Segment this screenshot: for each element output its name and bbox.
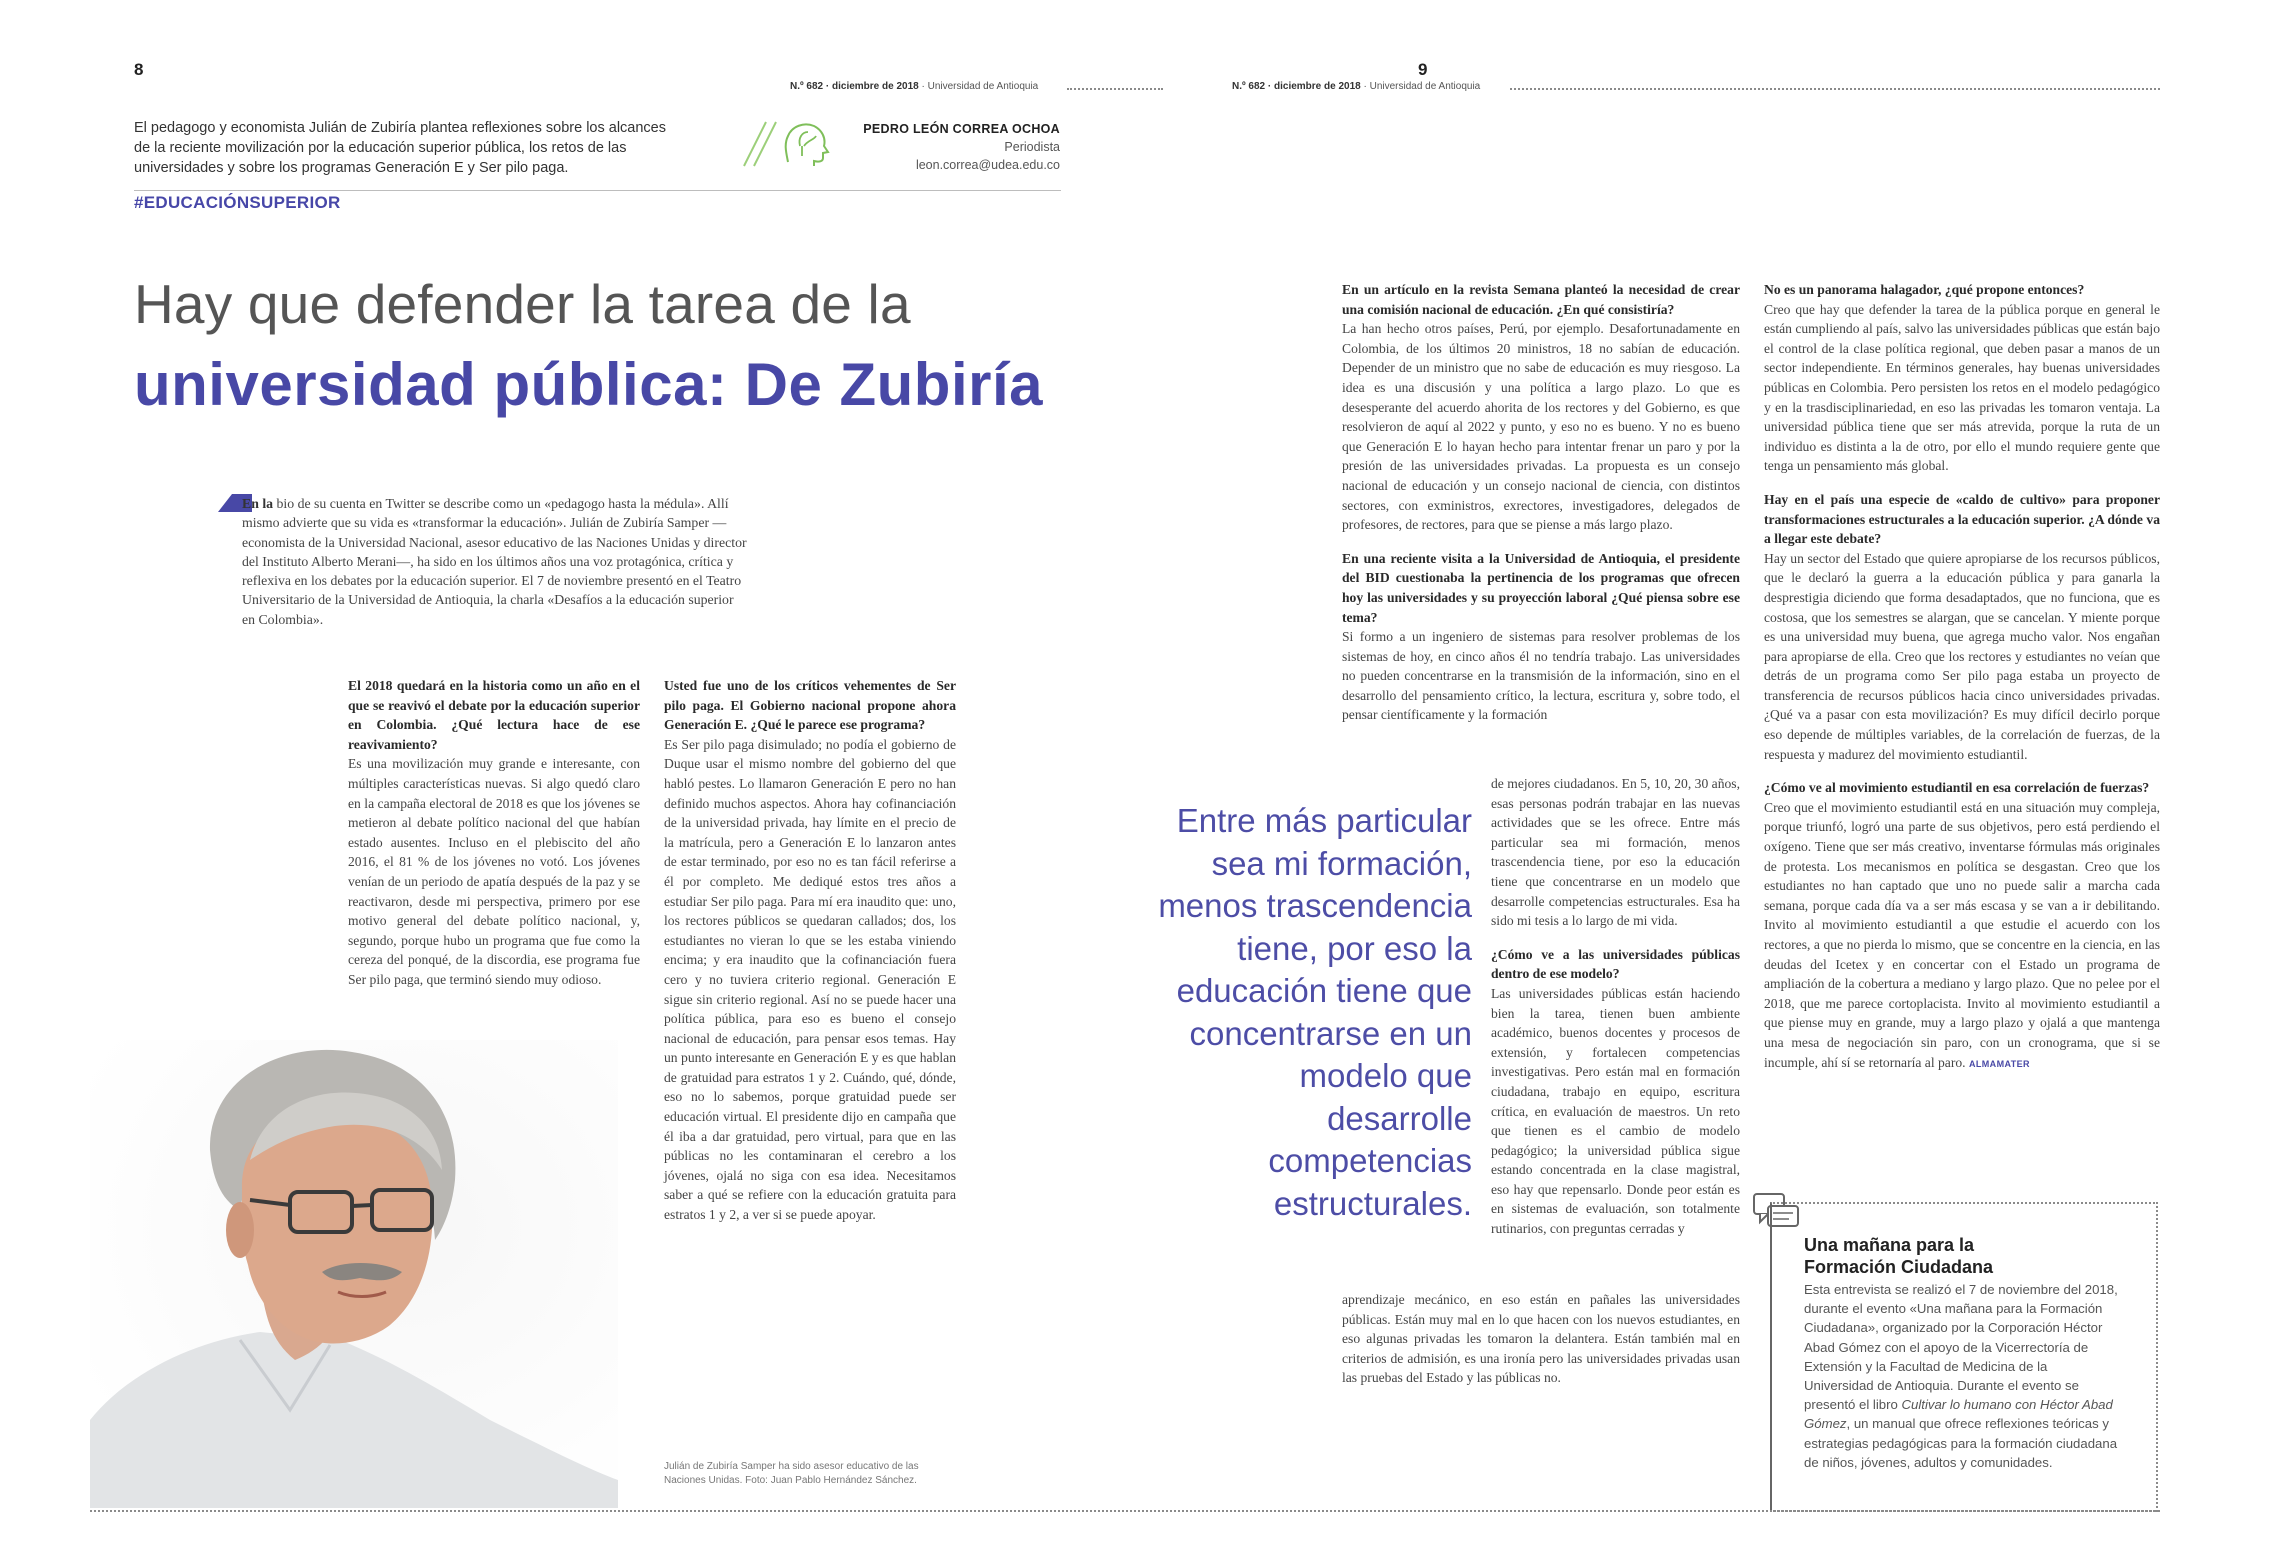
question: En un artículo en la revista Semana planteó la necesidad de crear una comisión nacional de educación. ¿En qué consistiría? bbox=[1342, 282, 1740, 317]
answer-text: Creo que el movimiento estudiantil está en una situación muy compleja, porque triunfó, logró una parte de sus objetivos, pero está perdiendo el oxígeno. Tiene que ser más creativo, inventarse fórmulas más originales de protesta. Los mecanismos en política se desgastan. Creo que los estudiantes no han captado que uno no puede salir a marcha cada semana, porque cada día va a ser más escasa y se van a ir debilitando. Invito al movimiento estudiantil a que estudie el acuerdo con los rectores, a que no pierda lo mismo, que se concentre en la ciencia, en las deudas del Icetex y en concertar con el Estado un programa de ampliación de la cobertura a mediano y largo plazo. Que no pelee por el 2018, que me parece cortoplacista. Invito al movimiento estudiantil a que piense muy en grande, muy a largo plazo y ojalá a que mantenga una mesa de negociación sin paro, con un cronograma, que si se incumple, ahí sí se retornaría al paro. bbox=[1764, 799, 2160, 1070]
question: No es un panorama halagador, ¿qué propone entonces? bbox=[1764, 282, 2085, 297]
right-page-number: 9 bbox=[1418, 60, 1428, 79]
author-role: Periodista bbox=[1004, 140, 1060, 154]
section-tag: #EDUCACIÓNSUPERIOR bbox=[134, 193, 341, 212]
answer: Es Ser pilo paga disimulado; no podía el gobierno de Duque usar el mismo nombre del gobierno del que habló pestes. Lo llamaron Generación E pero no han definido muchos aspectos. Ahora hay cofinanciación de la universidad privada, hay límite en el precio de la matrícula, pero a Generación E lo lanzaron antes de estar terminado, por eso no es tan fácil referirse a él por completo. Me dediqué estos tres años a estudiar Ser pilo paga. Para mí era inaudito que: uno, los rectores públicos se quedaran callados; dos, los estudiantes no vieran lo que se les estaba viniendo encima; y era inaudito que la cofinanciación fuera cero y no tuviera criterio regional. Generación E sigue sin criterio regional. Así no se puede hacer una política pública, para eso es bueno el consejo nacional de educación, para pensar esos temas. Hay un punto interesante en Generación E y es que hablan de gratuidad para estratos 1 y 2. Cuándo, qué, dónde, eso no lo sabemos, porque gratuidad puede ser educación virtual. El presidente dijo en campaña que él iba a dar gratuidad, pero virtual, para que en las públicas no les contaminaran el cerebro a los jóvenes, ojalá no siga con esa idea. Necesitamos saber a qué se refiere con la educación gratuita para estratos 1 y 2, a ver si se puede apoyar. bbox=[664, 736, 956, 1223]
answer: de mejores ciudadanos. En 5, 10, 20, 30 años, esas personas podrán trabajar en las nuevas actividades que se les ofrece. Entre más particular sea mi formación, menos trascendencia tiene, por eso la educación tiene que concentrarse en un modelo que desarrolle competencias estructurales. Esa ha sido mi tesis a lo largo de mi vida. bbox=[1491, 776, 1740, 929]
folio-issue: N.º 682 · diciembre de 2018 bbox=[790, 81, 919, 92]
author-email: leon.correa@udea.edu.co bbox=[915, 158, 1060, 172]
question: Hay en el país una especie de «caldo de cultivo» para proponer transformaciones estructurales a la educación superior. ¿A dónde va a llegar este debate? bbox=[1764, 491, 2160, 547]
lead-text: bio de su cuenta en Twitter se describe como un «pedagogo hasta la médula». Allí mismo advierte que su vida es «transformar la educación». Julián de Zubiría Samper —economista de la Universidad Nacional, asesor educativo de las Naciones Unidas y director del Instituto Alberto Merani—, ha sido en los últimos años una voz protagónica, crítica y reflexiva en los debates por la educación superior. El 7 de noviembre presentó en el Teatro Universitario de la Universidad de Antioquia, la charla «Desafíos a la educación superior en Colombia». bbox=[242, 496, 747, 627]
headline-line-1: Hay que defender la tarea de la bbox=[134, 273, 911, 335]
folio-publication: · Universidad de Antioquia bbox=[1360, 81, 1481, 92]
answer: Si formo a un ingeniero de sistemas para resolver problemas de los sistemas de hoy, en cinco años él no tendría trabajo. Las universidades no pueden concentrarse en la transmisión de la información, sino en el desarrollo del pensamiento crítico, la lectura, escritura y, sobre todo, el pensar científicamente y la formación bbox=[1342, 629, 1740, 723]
education-head-icon bbox=[742, 116, 840, 168]
lead-dropword: En la bbox=[242, 496, 274, 511]
author-name: PEDRO LEÓN CORREA OCHOA bbox=[863, 122, 1060, 136]
column-3-top bbox=[1342, 280, 1740, 725]
answer bbox=[1764, 798, 2160, 1074]
sidebar-text bbox=[1804, 1280, 2120, 1472]
folio-issue: N.º 682 · diciembre de 2018 bbox=[1232, 81, 1361, 92]
intro-deck: El pedagogo y economista Julián de Zubiría plantea reflexiones sobre los alcances de la reciente movilización por la educación superior pública, los retos de las universidades y sobre los programas Generación E y Ser pilo paga. bbox=[134, 120, 666, 176]
column-3-narrow bbox=[1491, 774, 1740, 1239]
question: El 2018 quedará en la historia como un año en el que se reavivó el debate por la educación superior en Colombia. ¿Qué lectura hace de ese reavivamiento? bbox=[348, 678, 640, 752]
question: En una reciente visita a la Universidad de Antioquia, el presidente del BID cuestionaba la pertinencia de los programas que ofrecen hoy las universidades y su proyección laboral ¿Qué piensa sobre ese tema? bbox=[1342, 550, 1740, 625]
question: Usted fue uno de los críticos vehementes de Ser pilo paga. El Gobierno nacional propone ahora Generación E. ¿Qué le parece ese programa? bbox=[664, 678, 956, 733]
sidebar-title: Una mañana para la Formación Ciudadana bbox=[1804, 1235, 1994, 1277]
sidebar-text-after: , un manual que ofrece reflexiones teóricas y estrategias pedagógicas para la formación ciudadana de niños, jóvenes, adultos y comunidades. bbox=[1804, 1416, 2118, 1470]
column-1 bbox=[348, 676, 640, 990]
question: ¿Cómo ve a las universidades públicas dentro de ese modelo? bbox=[1491, 946, 1740, 982]
folio-left bbox=[790, 81, 1038, 92]
portrait-photo bbox=[90, 1040, 618, 1508]
answer: Hay un sector del Estado que quiere apropiarse de los recursos públicos, que le declaró la guerra a la educación pública y para ganarla la desprestigia diciendo que forma desadaptados, que no funciona, que es costosa, que los semestres se alargan, que se cancelan. Y miente porque es una universidad muy buena, que agrega mucho valor. Nos engañan para apropiarse de ella. Creo que los rectores y estudiantes no veían que detrás de un programa como Ser pilo paga estaba un proyecto de transferencia de recursos públicos hacia cinco universidades privadas. ¿Qué va a pasar con esta movilización? Es muy difícil decirlo porque eso depende de múltiples variables, de la correlación de fuerzas, de la respuesta y madurez del movimiento estudiantil. bbox=[1764, 550, 2160, 762]
end-mark: ALMAMATER bbox=[1968, 1058, 2030, 1069]
answer: aprendizaje mecánico, en eso están en pañales las universidades públicas. Están muy mal en lo que hacen con los nuevos estudiantes, en eso algunas privadas les tomaron la delantera. Están también mal en criterios de admisión, es una ironía pero las universidades privadas usan las pruebas del Estado y las públicas no. bbox=[1342, 1292, 1740, 1386]
column-4 bbox=[1764, 280, 2160, 1074]
lead-paragraph bbox=[242, 494, 747, 629]
folio-rule-left bbox=[1067, 88, 1163, 90]
photo-caption: Julián de Zubiría Samper ha sido asesor educativo de las Naciones Unidas. Foto: Juan Pablo Hernández Sánchez. bbox=[664, 1461, 919, 1486]
sidebar-book-title: Cultivar lo humano con Héctor Abad Gómez bbox=[1804, 1397, 2113, 1432]
sidebar-text-before: Esta entrevista se realizó el 7 de noviembre del 2018, durante el evento «Una mañana para la Formación Ciudadana», organizado por la Corporación Héctor Abad Gómez con el apoyo de la Vicerrectoría de Extensión y la Facultad de Medicina de la Universidad de Antioquia. Durante el evento se presentó el libro bbox=[1804, 1282, 2118, 1413]
answer: La han hecho otros países, Perú, por ejemplo. Desafortunadamente en Colombia, de los últimos 20 ministros, 18 no sabían de educación. Depender de un ministro que no sabe de educación es muy riesgoso. La idea es una discusión y una política a largo plazo. Lo que es desesperante del acuerdo ahorita de los rectores y del Gobierno, es que resolvieron de aquí al 2022 y punto, y eso no es bueno. Y no es bueno que Generación E lo hayan hecho para intentar frenar un paro y por la presión de las universidades privadas. La propuesta es un consejo nacional de educación y un consejo nacional de ciencia, con distintos sectores, con exministros, exrectores, investigadores, delegados de profesores, de rectores, para que se piense a más largo plazo. bbox=[1342, 321, 1740, 533]
answer: Creo que hay que defender la tarea de la pública porque en general le están cumpliendo al país, salvo las universidades públicas que están bajo el control de la clase política regional, que deben pasar a manos de un sector independiente. En términos generales, hay buenas universidades públicas en Colombia. Pero persisten los retos en el modelo pedagógico y en la trasdisciplinariedad, en eso las privadas les tomaron ventaja. La universidad pública tiene que ser más atrevida, porque la ruta de un individuo es distinta a la de otro, por ello el mundo requiere gente que tenga un pensamiento más global. bbox=[1764, 301, 2161, 474]
left-page-number: 8 bbox=[134, 60, 144, 79]
author-block bbox=[830, 120, 1060, 174]
header-rule bbox=[134, 190, 1061, 191]
folio-rule-right bbox=[1510, 88, 2160, 90]
answer: Es una movilización muy grande e interesante, con múltiples características nuevas. Si algo quedó claro en la campaña electoral de 2018 es que los jóvenes se metieron al debate político nacional del que habían estado ausentes. Incluso en el plebiscito del año 2016, el 81 % de los jóvenes no votó. Los jóvenes venían de un periodo de apatía después de la paz y se reactivaron, desde mi perspectiva, primero por ese motivo general del debate político nacional, y, segundo, porque hubo un programa que fue como la cereza del ponqué, de la discordia, ese programa fue Ser pilo paga, que terminó siendo muy odioso. bbox=[348, 756, 640, 987]
headline-line-2: universidad pública: De Zubiría bbox=[134, 351, 1043, 418]
question: ¿Cómo ve al movimiento estudiantil en esa correlación de fuerzas? bbox=[1764, 780, 2150, 796]
column-2 bbox=[664, 676, 956, 1225]
folio-right bbox=[1232, 81, 1480, 92]
pull-quote: Entre más particular sea mi formación, menos trascendencia tiene, por eso la educación tiene que concentrarse en un modelo que desarrolle competencias estructurales. bbox=[1158, 802, 1472, 1222]
bottom-rule bbox=[90, 1510, 2160, 1512]
column-3-bottom bbox=[1342, 1290, 1740, 1388]
folio-publication: · Universidad de Antioquia bbox=[918, 81, 1039, 92]
answer: Las universidades públicas están haciendo bien la tarea, tienen buen ambiente académico, buenos docentes y procesos de extensión, y fortalecen competencias investigativas. Pero están mal en formación ciudadana, trabajo en equipo, escritura crítica, en evaluación de maestros. Un reto que tienen es el cambio de modelo pedagógico; la universidad pública sigue estando concentrada en la clase magistral, eso hay que repensarlo. Donde peor están es en sistemas de evaluación, son totalmente rutinarios, con preguntas cerradas y bbox=[1491, 985, 1740, 1237]
